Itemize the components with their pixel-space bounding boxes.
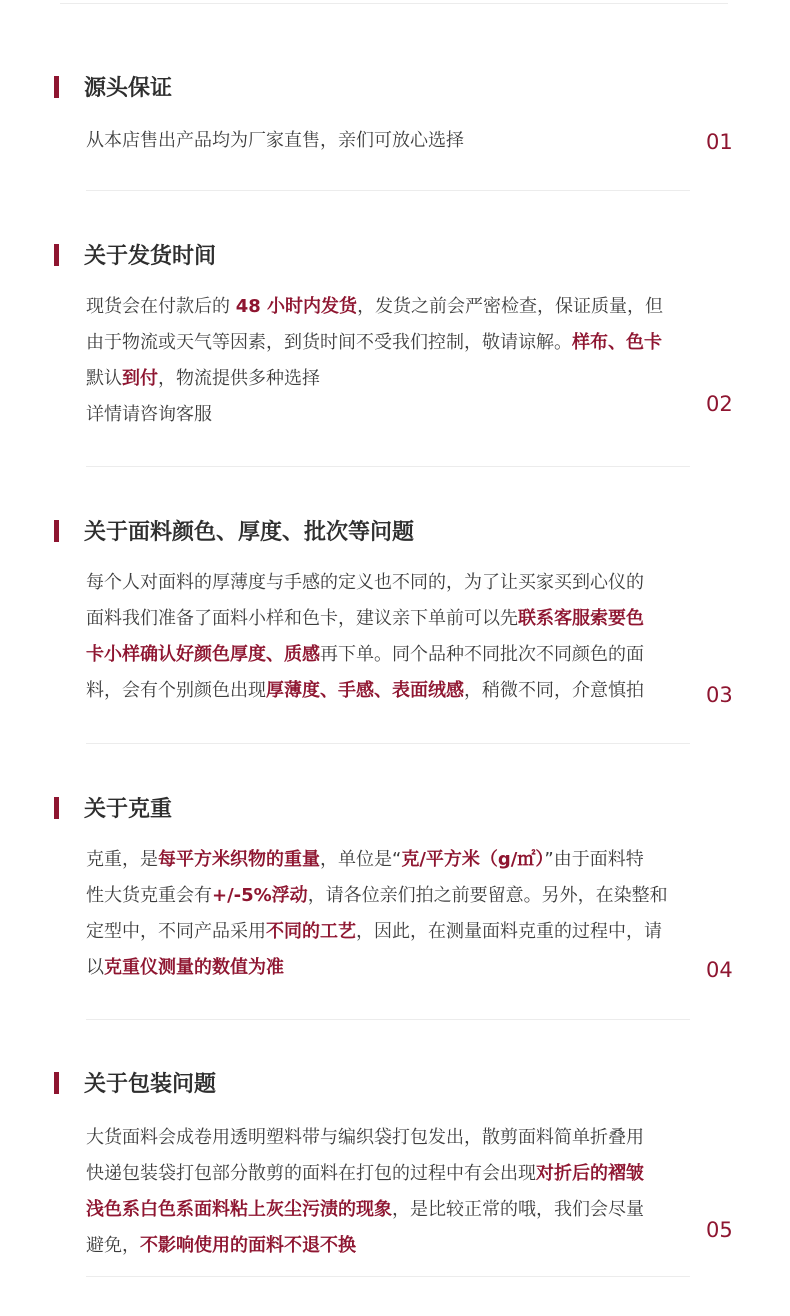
section-divider <box>86 1019 690 1020</box>
section-accent-bar <box>54 244 59 266</box>
body-line <box>86 637 696 673</box>
top-divider <box>60 3 728 4</box>
body-line <box>86 1228 696 1264</box>
section-body <box>86 123 696 159</box>
body-line <box>86 1120 696 1156</box>
highlight-text: 每平方米织物的重量 <box>158 849 320 870</box>
body-text: 定型中，不同产品采用 <box>86 921 266 942</box>
body-text: ，物流提供多种选择 <box>158 368 320 389</box>
highlight-text: 厚薄度、手感、表面绒感 <box>266 680 464 701</box>
body-text: ，单位是“ <box>320 849 402 870</box>
section-number: 03 <box>706 683 733 707</box>
section-title: 关于克重 <box>84 797 173 822</box>
body-text: ，稍微不同，介意慎拍 <box>464 680 644 701</box>
section-accent-bar <box>54 520 59 542</box>
body-text: 快递包装袋打包部分散剪的面料在打包的过程中有会出现 <box>86 1163 536 1184</box>
section-title: 源头保证 <box>84 76 173 101</box>
highlight-text: +/-5%浮动 <box>212 885 308 906</box>
body-text: 由于物流或天气等因素，到货时间不受我们控制，敬请谅解。 <box>86 332 572 353</box>
highlight-text: 对折后的褶皱 <box>536 1163 644 1184</box>
body-text: 从本店售出产品均为厂家直售，亲们可放心选择 <box>86 130 464 151</box>
highlight-text: 克/平方米（g/㎡） <box>401 849 545 870</box>
body-text: 大货面料会成卷用透明塑料带与编织袋打包发出，散剪面料简单折叠用 <box>86 1127 644 1148</box>
body-line <box>86 289 696 325</box>
highlight-text: 卡小样确认好颜色厚度、质感 <box>86 644 320 665</box>
highlight-text: 不同的工艺 <box>266 921 356 942</box>
body-line <box>86 565 696 601</box>
section-divider <box>86 743 690 744</box>
body-line <box>86 601 696 637</box>
highlight-text: 48 小时内发货 <box>235 296 358 317</box>
body-text: ，因此，在测量面料克重的过程中，请 <box>356 921 662 942</box>
body-text: 以 <box>86 957 104 978</box>
body-line <box>86 950 696 986</box>
body-line <box>86 914 696 950</box>
section-title: 关于包装问题 <box>84 1072 217 1097</box>
section-body <box>86 842 696 986</box>
highlight-text: 联系客服索要色 <box>518 608 644 629</box>
section-number: 02 <box>706 392 733 416</box>
body-line <box>86 878 696 914</box>
body-text: 克重，是 <box>86 849 158 870</box>
highlight-text: 克重仪测量的数值为准 <box>104 957 284 978</box>
section-accent-bar <box>54 76 59 98</box>
highlight-text: 浅色系白色系面料粘上灰尘污渍的现象 <box>86 1199 392 1220</box>
body-line <box>86 123 696 159</box>
body-text: 默认 <box>86 368 122 389</box>
section-title: 关于面料颜色、厚度、批次等问题 <box>84 520 415 545</box>
section-body <box>86 1120 696 1264</box>
body-text: 再下单。同个品种不同批次不同颜色的面 <box>320 644 644 665</box>
body-text: 避免， <box>86 1235 140 1256</box>
section-divider <box>86 190 690 191</box>
section-accent-bar <box>54 797 59 819</box>
body-text: 面料我们准备了面料小样和色卡，建议亲下单前可以先 <box>86 608 518 629</box>
highlight-text: 不影响使用的面料不退不换 <box>140 1235 356 1256</box>
body-text: 详情请咨询客服 <box>86 404 212 425</box>
body-text: ，发货之前会严密检查，保证质量，但 <box>357 296 664 317</box>
body-line <box>86 1192 696 1228</box>
body-text: 现货会在付款后的 <box>86 296 236 317</box>
body-text: ”由于面料特 <box>544 849 644 870</box>
body-text: ，请各位亲们拍之前要留意。另外，在染整和 <box>307 885 668 906</box>
section-body <box>86 289 696 433</box>
section-divider <box>86 466 690 467</box>
section-body <box>86 565 696 709</box>
section-title: 关于发货时间 <box>84 244 217 269</box>
body-text: ，是比较正常的哦，我们会尽量 <box>392 1199 644 1220</box>
body-line <box>86 361 696 397</box>
highlight-text: 到付 <box>122 368 158 389</box>
section-number: 04 <box>706 958 733 982</box>
section-divider <box>86 1276 690 1277</box>
body-line <box>86 1156 696 1192</box>
section-accent-bar <box>54 1072 59 1094</box>
body-text: 每个人对面料的厚薄度与手感的定义也不同的，为了让买家买到心仪的 <box>86 572 644 593</box>
highlight-text: 样布、色卡 <box>572 332 662 353</box>
section-number: 01 <box>706 130 733 154</box>
body-line <box>86 673 696 709</box>
body-line <box>86 842 696 878</box>
body-text: 料，会有个别颜色出现 <box>86 680 266 701</box>
body-line <box>86 397 696 433</box>
body-line <box>86 325 696 361</box>
body-text: 性大货克重会有 <box>86 885 212 906</box>
section-number: 05 <box>706 1218 733 1242</box>
